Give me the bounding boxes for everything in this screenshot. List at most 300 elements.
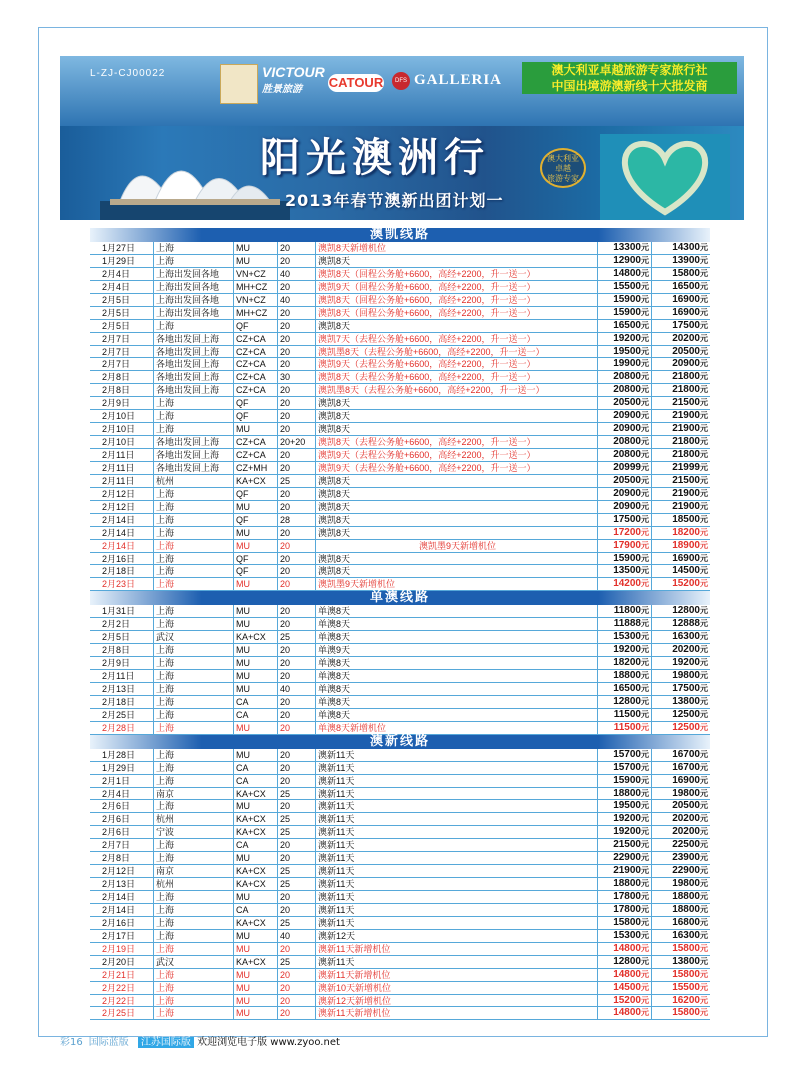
price-value: 19200 xyxy=(672,657,700,669)
table-row xyxy=(90,631,710,644)
currency-unit: 元 xyxy=(700,294,708,304)
currency-unit: 元 xyxy=(700,943,708,953)
currency-unit: 元 xyxy=(700,540,708,550)
price-child xyxy=(652,1007,710,1019)
airline: MU xyxy=(234,930,278,942)
departure-date: 2月7日 xyxy=(90,333,154,345)
price-value: 12500 xyxy=(672,708,700,720)
airline: MU xyxy=(234,722,278,734)
route-product: 澳新11天 xyxy=(316,800,598,812)
price-adult xyxy=(598,995,652,1007)
table-row xyxy=(90,618,710,631)
airline: CZ+CA xyxy=(234,449,278,461)
seat-count: 40 xyxy=(278,683,316,695)
departure-city: 上海 xyxy=(154,657,234,669)
route-product: 单澳8天 xyxy=(316,683,598,695)
departure-date: 2月10日 xyxy=(90,410,154,422)
price-child xyxy=(652,294,710,306)
currency-unit: 元 xyxy=(700,749,708,759)
departure-city: 杭州 xyxy=(154,878,234,890)
currency-unit: 元 xyxy=(700,788,708,798)
price-value: 16500 xyxy=(672,280,700,292)
price-child xyxy=(652,527,710,539)
price-value: 20900 xyxy=(613,410,641,422)
price-child xyxy=(652,281,710,293)
airline: QF xyxy=(234,488,278,500)
departure-date: 2月12日 xyxy=(90,488,154,500)
currency-unit: 元 xyxy=(641,424,649,434)
departure-city: 上海 xyxy=(154,839,234,851)
seat-count: 20 xyxy=(278,605,316,617)
price-adult xyxy=(598,852,652,864)
route-product: 澳凯8天 xyxy=(316,514,598,526)
price-adult xyxy=(598,397,652,409)
airline: CA xyxy=(234,904,278,916)
route-product: 澳凯墨9天新增机位 xyxy=(316,578,598,590)
currency-unit: 元 xyxy=(641,840,649,850)
departure-date: 2月25日 xyxy=(90,709,154,721)
price-child xyxy=(652,371,710,383)
seat-count: 20 xyxy=(278,800,316,812)
departure-date: 2月9日 xyxy=(90,397,154,409)
currency-unit: 元 xyxy=(700,956,708,966)
footer xyxy=(60,1036,740,1050)
currency-unit: 元 xyxy=(700,982,708,992)
table-row xyxy=(90,800,710,813)
price-value: 17200 xyxy=(613,526,641,538)
price-value: 20900 xyxy=(613,500,641,512)
currency-unit: 元 xyxy=(641,346,649,356)
price-adult xyxy=(598,670,652,682)
price-value: 15500 xyxy=(613,280,641,292)
departure-city: 上海 xyxy=(154,605,234,617)
table-row xyxy=(90,982,710,995)
currency-unit: 元 xyxy=(641,904,649,914)
currency-unit: 元 xyxy=(700,632,708,642)
price-value: 15900 xyxy=(613,774,641,786)
departure-date: 2月5日 xyxy=(90,307,154,319)
price-value: 20500 xyxy=(672,800,700,812)
airline: MU xyxy=(234,969,278,981)
currency-unit: 元 xyxy=(641,619,649,629)
price-value: 20200 xyxy=(672,644,700,656)
currency-unit: 元 xyxy=(641,372,649,382)
airline: QF xyxy=(234,397,278,409)
currency-unit: 元 xyxy=(641,553,649,563)
price-adult xyxy=(598,709,652,721)
price-child xyxy=(652,618,710,630)
departure-date: 2月1日 xyxy=(90,775,154,787)
seat-count: 40 xyxy=(278,294,316,306)
price-value: 21500 xyxy=(613,839,641,851)
departure-city: 各地出发回上海 xyxy=(154,436,234,448)
departure-date: 2月25日 xyxy=(90,1007,154,1019)
route-product: 澳凯墨8天（去程公务舱+6600，高经+2200，升一送一） xyxy=(316,384,598,396)
route-product: 澳凯8天 xyxy=(316,397,598,409)
table-row xyxy=(90,762,710,775)
price-value: 11800 xyxy=(613,605,641,617)
table-row xyxy=(90,255,710,268)
table-row xyxy=(90,371,710,384)
price-value: 17800 xyxy=(613,903,641,915)
table-row xyxy=(90,969,710,982)
price-adult xyxy=(598,956,652,968)
route-product: 澳新11天 xyxy=(316,826,598,838)
departure-city: 上海 xyxy=(154,800,234,812)
table-row xyxy=(90,878,710,891)
airline: QF xyxy=(234,320,278,332)
currency-unit: 元 xyxy=(700,619,708,629)
currency-unit: 元 xyxy=(700,488,708,498)
table-row xyxy=(90,449,710,462)
agency-slogan: 澳大利亚卓越旅游专家旅行社 中国出境游澳新线十大批发商 xyxy=(522,62,737,94)
currency-unit: 元 xyxy=(700,658,708,668)
seat-count: 20 xyxy=(278,449,316,461)
seat-count: 28 xyxy=(278,514,316,526)
departure-city: 上海出发回各地 xyxy=(154,294,234,306)
currency-unit: 元 xyxy=(641,566,649,576)
price-child xyxy=(652,943,710,955)
seat-count: 20 xyxy=(278,969,316,981)
price-adult xyxy=(598,410,652,422)
airline: QF xyxy=(234,514,278,526)
seat-count: 20+20 xyxy=(278,436,316,448)
airline: MU xyxy=(234,242,278,254)
price-adult xyxy=(598,865,652,877)
seat-count: 20 xyxy=(278,657,316,669)
route-product: 澳新11天 xyxy=(316,749,598,761)
price-child xyxy=(652,865,710,877)
route-product: 澳新11天新增机位 xyxy=(316,943,598,955)
route-product: 澳凯8天 xyxy=(316,565,598,577)
route-product: 澳新11天 xyxy=(316,839,598,851)
price-value: 21800 xyxy=(672,384,700,396)
currency-unit: 元 xyxy=(641,853,649,863)
seat-count: 20 xyxy=(278,722,316,734)
price-adult xyxy=(598,281,652,293)
sunshine-logo-icon xyxy=(220,64,258,104)
table-row xyxy=(90,956,710,969)
departure-date: 2月12日 xyxy=(90,501,154,513)
price-value: 15900 xyxy=(613,306,641,318)
price-value: 22900 xyxy=(672,865,700,877)
price-value: 17900 xyxy=(613,539,641,551)
currency-unit: 元 xyxy=(641,969,649,979)
airline: KA+CX xyxy=(234,788,278,800)
price-child xyxy=(652,904,710,916)
departure-date: 2月8日 xyxy=(90,371,154,383)
currency-unit: 元 xyxy=(641,333,649,343)
price-child xyxy=(652,565,710,577)
departure-city: 上海 xyxy=(154,618,234,630)
departure-city: 上海 xyxy=(154,917,234,929)
price-child xyxy=(652,930,710,942)
price-adult xyxy=(598,423,652,435)
currency-unit: 元 xyxy=(700,553,708,563)
price-value: 12500 xyxy=(672,721,700,733)
currency-unit: 元 xyxy=(641,930,649,940)
price-value: 20800 xyxy=(613,384,641,396)
price-adult xyxy=(598,540,652,552)
airline: MH+CZ xyxy=(234,307,278,319)
departure-date: 2月14日 xyxy=(90,904,154,916)
currency-unit: 元 xyxy=(641,801,649,811)
departure-city: 各地出发回上海 xyxy=(154,333,234,345)
departure-city: 上海 xyxy=(154,943,234,955)
currency-unit: 元 xyxy=(700,307,708,317)
table-row xyxy=(90,436,710,449)
table-row xyxy=(90,346,710,359)
departure-city: 上海出发回各地 xyxy=(154,268,234,280)
route-product: 单澳8天 xyxy=(316,709,598,721)
seat-count: 20 xyxy=(278,982,316,994)
price-value: 14800 xyxy=(613,267,641,279)
departure-city: 上海 xyxy=(154,242,234,254)
airline: CA xyxy=(234,709,278,721)
currency-unit: 元 xyxy=(641,645,649,655)
airline: QF xyxy=(234,410,278,422)
price-adult xyxy=(598,346,652,358)
seat-count: 25 xyxy=(278,631,316,643)
departure-city: 各地出发回上海 xyxy=(154,384,234,396)
price-value: 20800 xyxy=(613,371,641,383)
route-product: 澳新11天 xyxy=(316,762,598,774)
table-row xyxy=(90,514,710,527)
currency-unit: 元 xyxy=(700,709,708,719)
price-adult xyxy=(598,449,652,461)
price-adult xyxy=(598,565,652,577)
currency-unit: 元 xyxy=(700,683,708,693)
price-adult xyxy=(598,813,652,825)
price-adult xyxy=(598,255,652,267)
departure-date: 2月18日 xyxy=(90,565,154,577)
table-row xyxy=(90,775,710,788)
seat-count: 20 xyxy=(278,242,316,254)
airline: CZ+CA xyxy=(234,436,278,448)
seat-count: 20 xyxy=(278,488,316,500)
departure-city: 上海 xyxy=(154,683,234,695)
airline: VN+CZ xyxy=(234,294,278,306)
price-child xyxy=(652,826,710,838)
route-product: 澳凯8天 xyxy=(316,320,598,332)
price-value: 15700 xyxy=(613,761,641,773)
currency-unit: 元 xyxy=(641,788,649,798)
price-value: 21800 xyxy=(672,371,700,383)
price-value: 14500 xyxy=(613,981,641,993)
table-row xyxy=(90,384,710,397)
airline: KA+CX xyxy=(234,878,278,890)
seat-count: 20 xyxy=(278,307,316,319)
price-child xyxy=(652,268,710,280)
table-row xyxy=(90,307,710,320)
price-adult xyxy=(598,371,652,383)
route-product: 单澳8天 xyxy=(316,657,598,669)
airline: MU xyxy=(234,1007,278,1019)
airline: CZ+CA xyxy=(234,358,278,370)
airline: CA xyxy=(234,696,278,708)
departure-date: 2月6日 xyxy=(90,826,154,838)
price-child xyxy=(652,839,710,851)
route-product: 澳新11天 xyxy=(316,865,598,877)
route-product: 澳新11天新增机位 xyxy=(316,969,598,981)
price-value: 15300 xyxy=(613,929,641,941)
route-product: 单澳9天 xyxy=(316,644,598,656)
seat-count: 25 xyxy=(278,917,316,929)
currency-unit: 元 xyxy=(700,475,708,485)
currency-unit: 元 xyxy=(700,853,708,863)
price-value: 15800 xyxy=(672,942,700,954)
currency-unit: 元 xyxy=(641,775,649,785)
price-child xyxy=(652,891,710,903)
departure-date: 2月4日 xyxy=(90,268,154,280)
price-value: 21999 xyxy=(672,461,700,473)
seat-count: 20 xyxy=(278,320,316,332)
route-product: 澳新11天 xyxy=(316,852,598,864)
route-product: 澳新11天 xyxy=(316,878,598,890)
currency-unit: 元 xyxy=(700,268,708,278)
route-product: 澳新11天 xyxy=(316,788,598,800)
currency-unit: 元 xyxy=(641,917,649,927)
table-row xyxy=(90,462,710,475)
price-adult xyxy=(598,501,652,513)
currency-unit: 元 xyxy=(700,346,708,356)
table-row xyxy=(90,943,710,956)
departure-date: 2月5日 xyxy=(90,631,154,643)
currency-unit: 元 xyxy=(700,514,708,524)
currency-unit: 元 xyxy=(641,658,649,668)
table-row xyxy=(90,333,710,346)
price-child xyxy=(652,683,710,695)
departure-city: 上海 xyxy=(154,565,234,577)
price-child xyxy=(652,657,710,669)
price-adult xyxy=(598,462,652,474)
departure-date: 1月27日 xyxy=(90,242,154,254)
price-value: 21800 xyxy=(672,449,700,460)
departure-city: 武汉 xyxy=(154,956,234,968)
airline: KA+CX xyxy=(234,826,278,838)
price-adult xyxy=(598,722,652,734)
seat-count: 25 xyxy=(278,878,316,890)
currency-unit: 元 xyxy=(700,333,708,343)
price-value: 20999 xyxy=(613,461,641,473)
airline: MU xyxy=(234,891,278,903)
price-value: 23900 xyxy=(672,852,700,864)
departure-date: 2月16日 xyxy=(90,553,154,565)
airline: CZ+CA xyxy=(234,371,278,383)
seat-count: 20 xyxy=(278,852,316,864)
departure-city: 杭州 xyxy=(154,475,234,487)
price-child xyxy=(652,995,710,1007)
seat-count: 20 xyxy=(278,1007,316,1019)
airline: CZ+CA xyxy=(234,384,278,396)
route-product: 单澳8天 xyxy=(316,618,598,630)
price-value: 13900 xyxy=(672,254,700,266)
airline: CA xyxy=(234,775,278,787)
departure-city: 上海 xyxy=(154,891,234,903)
price-value: 20900 xyxy=(613,487,641,499)
table-row xyxy=(90,709,710,722)
price-child xyxy=(652,436,710,448)
departure-date: 2月23日 xyxy=(90,578,154,590)
departure-date: 2月7日 xyxy=(90,839,154,851)
price-value: 20200 xyxy=(672,826,700,838)
price-adult xyxy=(598,775,652,787)
price-value: 21900 xyxy=(672,500,700,512)
seat-count: 40 xyxy=(278,930,316,942)
airline: CZ+MH xyxy=(234,462,278,474)
currency-unit: 元 xyxy=(641,696,649,706)
price-child xyxy=(652,644,710,656)
airline: KA+CX xyxy=(234,475,278,487)
price-value: 20800 xyxy=(613,436,641,448)
currency-unit: 元 xyxy=(641,722,649,732)
license-code: L-ZJ-CJ00022 xyxy=(90,68,166,79)
departure-city: 上海 xyxy=(154,722,234,734)
currency-unit: 元 xyxy=(700,775,708,785)
page-number: 彩16 xyxy=(60,1037,83,1048)
price-value: 18800 xyxy=(613,670,641,681)
route-product: 澳新12天新增机位 xyxy=(316,995,598,1007)
price-value: 15700 xyxy=(613,748,641,760)
currency-unit: 元 xyxy=(700,930,708,940)
currency-unit: 元 xyxy=(700,722,708,732)
departure-city: 上海 xyxy=(154,775,234,787)
price-child xyxy=(652,514,710,526)
price-value: 14800 xyxy=(613,1007,641,1019)
departure-date: 1月29日 xyxy=(90,762,154,774)
price-value: 16700 xyxy=(672,748,700,760)
table-row xyxy=(90,423,710,436)
currency-unit: 元 xyxy=(700,866,708,876)
route-product: 澳凯8天 xyxy=(316,255,598,267)
price-value: 13800 xyxy=(672,955,700,967)
price-child xyxy=(652,762,710,774)
departure-city: 上海 xyxy=(154,527,234,539)
table-row xyxy=(90,917,710,930)
seat-count: 20 xyxy=(278,891,316,903)
price-value: 16900 xyxy=(672,306,700,318)
price-value: 21800 xyxy=(672,436,700,448)
currency-unit: 元 xyxy=(700,969,708,979)
route-product: 澳凯8天（回程公务舱+6600，高经+2200，升一送一） xyxy=(316,307,598,319)
price-child xyxy=(652,320,710,332)
price-adult xyxy=(598,488,652,500)
price-adult xyxy=(598,294,652,306)
airline: CA xyxy=(234,839,278,851)
price-adult xyxy=(598,878,652,890)
departure-city: 上海 xyxy=(154,670,234,682)
currency-unit: 元 xyxy=(641,892,649,901)
departure-city: 上海 xyxy=(154,514,234,526)
departure-city: 各地出发回上海 xyxy=(154,462,234,474)
departure-date: 1月29日 xyxy=(90,255,154,267)
price-value: 15800 xyxy=(672,267,700,279)
price-value: 18500 xyxy=(672,513,700,525)
website-link[interactable]: 欢迎浏览电子版 www.zyoo.net xyxy=(197,1037,340,1048)
departure-city: 杭州 xyxy=(154,813,234,825)
departure-city: 上海 xyxy=(154,709,234,721)
price-value: 20900 xyxy=(613,423,641,435)
departure-date: 2月8日 xyxy=(90,852,154,864)
departure-date: 2月22日 xyxy=(90,995,154,1007)
table-row xyxy=(90,995,710,1008)
price-value: 19800 xyxy=(672,787,700,799)
departure-city: 宁波 xyxy=(154,826,234,838)
currency-unit: 元 xyxy=(641,475,649,485)
price-value: 18200 xyxy=(672,526,700,538)
price-child xyxy=(652,449,710,461)
route-product: 单澳8天 xyxy=(316,670,598,682)
